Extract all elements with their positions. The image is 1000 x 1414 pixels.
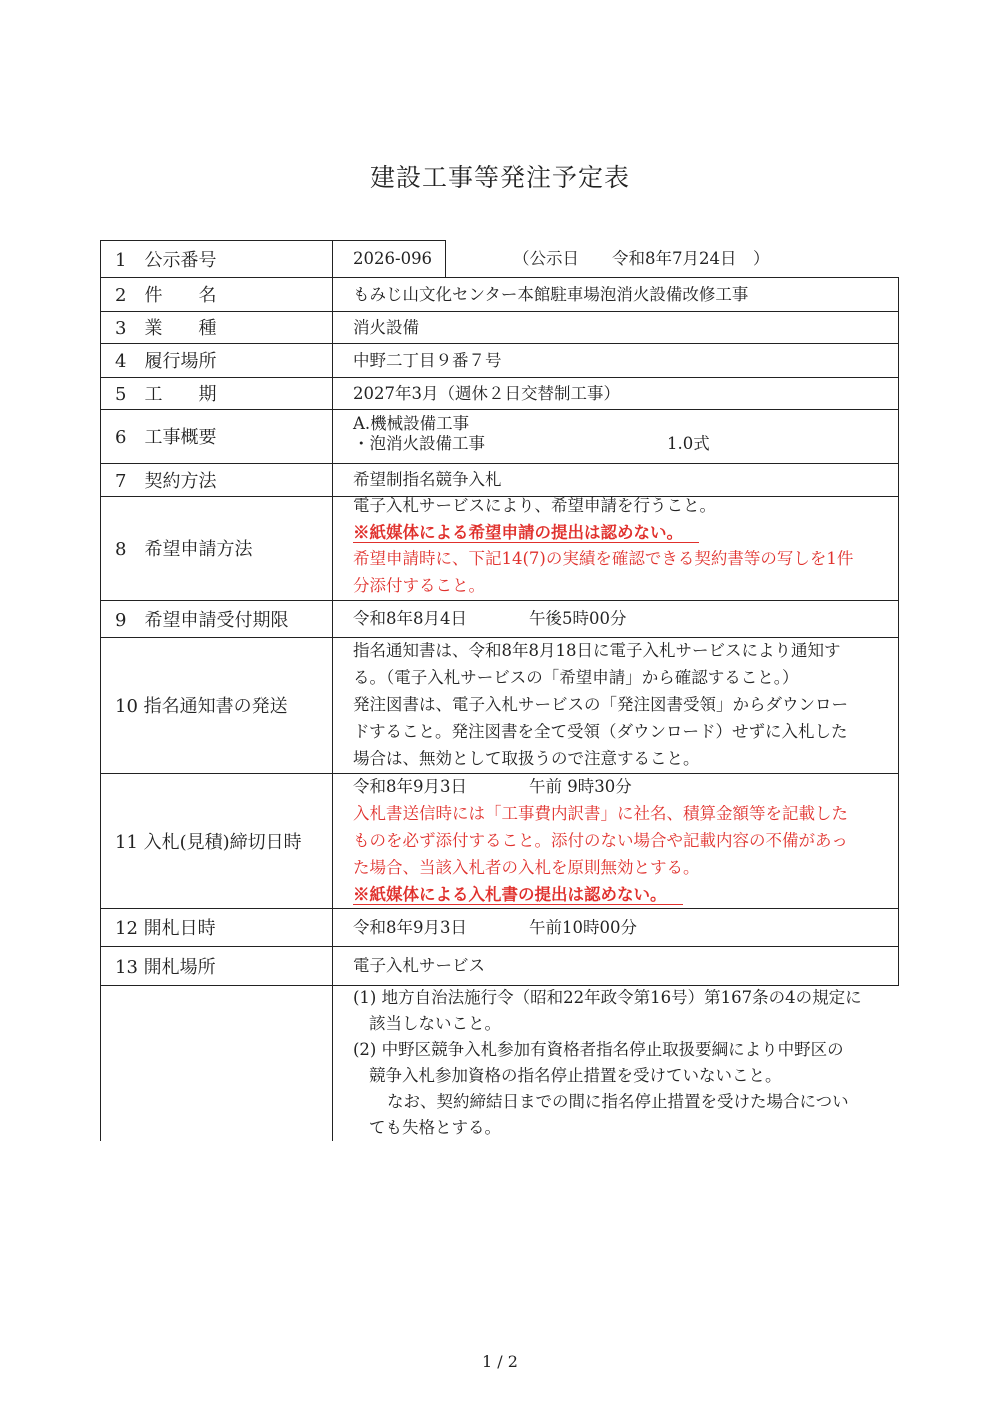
text-line: 電子入札サービスにより、希望申請を行うこと。 xyxy=(353,496,716,515)
text-line: (2) 中野区競争入札参加有資格者指名停止取扱要綱により中野区の xyxy=(353,1040,844,1059)
row-value xyxy=(333,985,899,1141)
deadline-time: 午前 9時30分 xyxy=(529,777,632,796)
text-line: なお、契約締結日までの間に指名停止措置を受けた場合につい xyxy=(387,1092,849,1111)
page-number: 1 / 2 xyxy=(482,1352,518,1371)
text-line: 希望申請時に、下記14(7)の実績を確認できる契約書等の写しを1件 xyxy=(353,549,854,568)
table-row xyxy=(100,773,899,908)
row-label: 13 開札場所 xyxy=(100,946,333,985)
text-line: ものを必ず添付すること。添付のない場合や記載内容の不備があっ xyxy=(353,831,848,850)
text-line xyxy=(353,773,890,800)
table-row xyxy=(100,311,899,343)
row-value xyxy=(333,637,899,773)
table-row xyxy=(100,240,899,277)
row-label: 6 工事概要 xyxy=(100,409,333,463)
row-label: 10 指名通知書の発送 xyxy=(100,637,333,773)
row-value: もみじ山文化センター本館駐車場泡消火設備改修工事 xyxy=(333,277,899,311)
page-title: 建設工事等発注予定表 xyxy=(369,163,630,192)
row-value: 希望制指名競争入札 xyxy=(333,463,899,496)
text-line: 競争入札参加資格の指名停止措置を受けていないこと。 xyxy=(369,1066,782,1085)
row-label: 3 業 種 xyxy=(100,311,333,343)
warning-line: ※紙媒体による希望申請の提出は認めない。 xyxy=(353,520,890,547)
table-row xyxy=(100,600,899,637)
table-row xyxy=(100,377,899,409)
row-label: 5 工 期 xyxy=(100,377,333,409)
row-value: 消火設備 xyxy=(333,311,899,343)
row-label: 11 入札(見積)締切日時 xyxy=(100,773,333,908)
text-line: ても失格とする。 xyxy=(369,1118,501,1137)
row-label: 9 希望申請受付期限 xyxy=(100,600,333,637)
table-row xyxy=(100,908,899,946)
text-line: 発注図書は、電子入札サービスの「発注図書受領」からダウンロー xyxy=(353,695,848,714)
row-value: 2027年3月（週休２日交替制工事） xyxy=(333,377,899,409)
table-row xyxy=(100,409,899,463)
opening-time: 午前10時00分 xyxy=(529,917,637,937)
warning-line: ※紙媒体による入札書の提出は認めない。 xyxy=(353,881,890,908)
deadline-date: 令和8年9月3日 xyxy=(353,777,467,796)
row-label xyxy=(100,985,333,1141)
text-line: 場合は、無効として取扱うので注意すること。 xyxy=(353,749,700,768)
text-line: 指名通知書は、令和8年8月18日に電子入札サービスにより通知す xyxy=(353,641,841,660)
text-line: る。（電子入札サービスの「希望申請」から確認すること。） xyxy=(353,668,799,687)
table-row xyxy=(100,637,899,773)
row-value xyxy=(333,493,899,600)
table-row xyxy=(100,946,899,985)
row-value xyxy=(333,908,899,946)
text-line: (1) 地方自治法施行令（昭和22年政令第16号）第167条の4の規定に xyxy=(353,988,862,1007)
row-label: 2 件 名 xyxy=(100,277,333,311)
opening-date: 令和8年9月3日 xyxy=(353,917,467,937)
text-line: 分添付すること。 xyxy=(353,575,485,595)
table-row xyxy=(100,985,899,1141)
summary-quantity: 1.0式 xyxy=(667,434,710,453)
text-line: 入札書送信時には「工事費内訳書」に社名、積算金額等を記載した xyxy=(353,804,848,823)
row-value xyxy=(333,409,899,463)
text-line: ドすること。発注図書を全て受領（ダウンロード）せずに入札した xyxy=(353,722,848,741)
row-value: 中野二丁目９番７号 xyxy=(333,343,899,377)
table-row xyxy=(100,343,899,377)
row-label: 7 契約方法 xyxy=(100,463,333,496)
row-value: 電子入札サービス xyxy=(333,946,899,985)
notice-number: 2026-096 xyxy=(333,240,446,277)
announce-date: （公示日 令和8年7月24日 ） xyxy=(513,249,770,268)
row-value xyxy=(333,240,899,277)
row-label: 4 履行場所 xyxy=(100,343,333,377)
table-row xyxy=(100,277,899,311)
table-row xyxy=(100,463,899,496)
row-value xyxy=(333,600,899,637)
row-label: 1 公示番号 xyxy=(100,240,333,277)
row-label: 8 希望申請方法 xyxy=(100,496,333,600)
row-label: 12 開札日時 xyxy=(100,908,333,946)
text-line: た場合、当該入札者の入札を原則無効とする。 xyxy=(353,858,700,877)
deadline-time: 午後5時00分 xyxy=(529,609,627,628)
text-line: 該当しないこと。 xyxy=(369,1014,501,1033)
row-value xyxy=(333,773,899,908)
summary-line: A.機械設備工事 xyxy=(353,414,470,433)
table-row xyxy=(100,496,899,600)
deadline-date: 令和8年8月4日 xyxy=(353,609,467,628)
summary-line: ・泡消火設備工事 1.0式 xyxy=(353,434,710,453)
